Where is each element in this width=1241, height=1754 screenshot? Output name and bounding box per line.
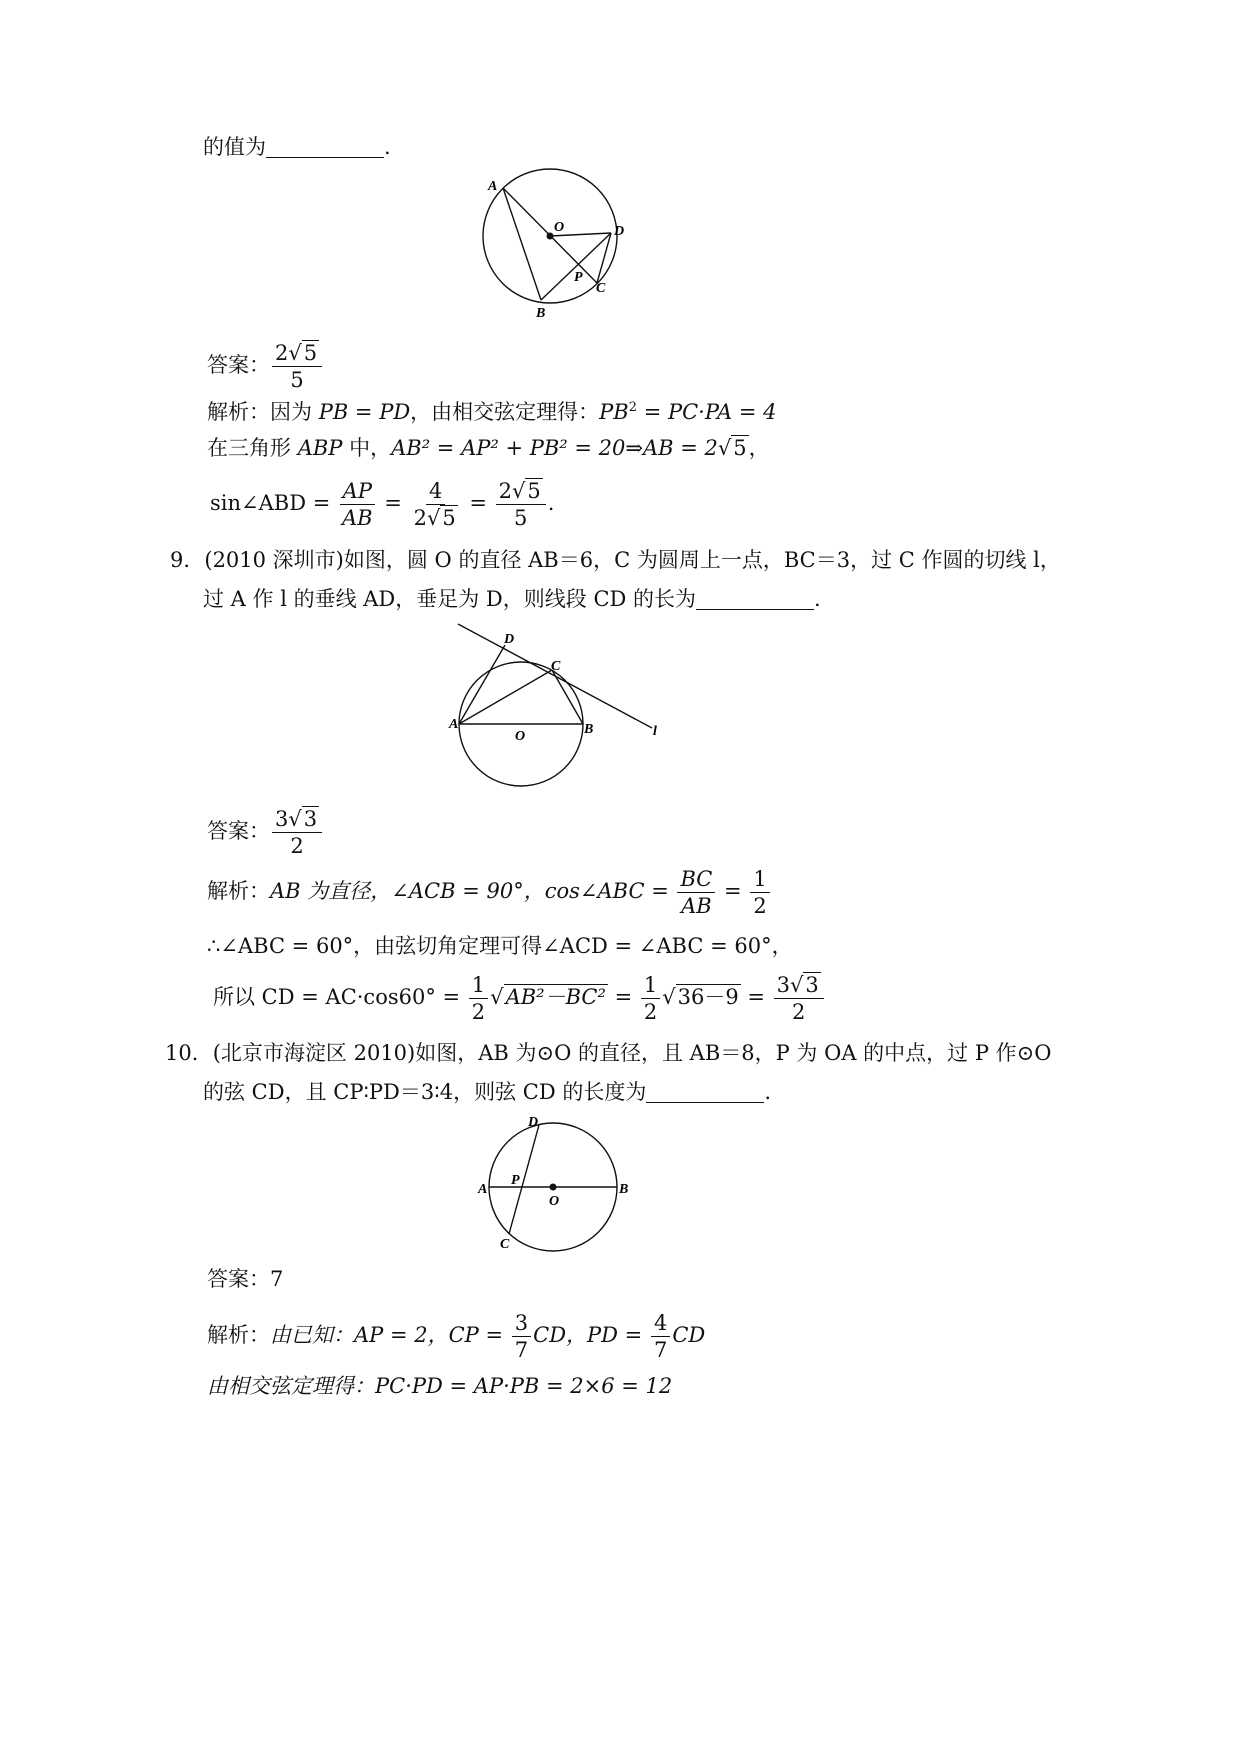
q8-solution-3: sin∠ABD = $\frac{AP}{AB}$ = $\frac{4}{2√5}$ = $\frac{2√5}{5}$ . — [210, 479, 555, 530]
figure-q8 — [470, 165, 650, 325]
label-d: D — [504, 632, 515, 647]
label-c: C — [596, 281, 606, 296]
question-8-tail: 的值为 . — [203, 135, 391, 159]
q9-line-1: 9．(2010 深圳市)如图，圆 O 的直径 AB＝6，C 为圆周上一点，BC＝3，过 C 作圆的切线 l， — [170, 548, 1061, 572]
label-p: P — [574, 270, 583, 285]
q10-solution-1: 解析：由已知：AP = 2，CP = $\frac{3}{7}$ CD，PD = $\frac{4}{7}$ CD — [207, 1311, 706, 1362]
label-p: P — [511, 1173, 520, 1188]
figure-q9 — [440, 615, 680, 795]
figure-q10 — [470, 1108, 640, 1258]
label-a: A — [478, 1182, 488, 1197]
label-d: D — [528, 1115, 539, 1130]
q10-line-2: 的弦 CD，且 CP∶PD＝3∶4，则弦 CD 的长度为 . — [203, 1080, 772, 1104]
label-o: O — [554, 220, 565, 235]
q8-answer: 答案： $\frac{2√5}{5}$ — [207, 340, 324, 393]
label-l: l — [653, 724, 657, 739]
label-c: C — [500, 1237, 510, 1252]
q10-answer: 答案：7 — [207, 1267, 284, 1291]
label-d: D — [614, 224, 625, 239]
q10-solution-2: 由相交弦定理得：PC·PD = AP·PB = 2×6 = 12 — [207, 1374, 673, 1398]
label-o: O — [515, 729, 526, 744]
q8-solution-2: 在三角形 ABP 中，AB² = AP² + PB² = 20⇒AB = 2√5， — [207, 436, 770, 460]
label-a: A — [449, 717, 459, 732]
label-b: B — [619, 1182, 629, 1197]
label-b: B — [584, 722, 594, 737]
q9-solution-3: 所以 CD = AC·cos60° = $\frac{1}{2}$ √AB²－BC² = $\frac{1}{2}$ √36－9 = $\frac{3√3}{2}$ — [213, 972, 826, 1025]
label-a: A — [488, 179, 498, 194]
q8-solution-1: 解析：因为 PB = PD，由相交弦定理得：$PB^2 = PC\cdot PA = 4$ — [207, 400, 777, 424]
label-o: O — [549, 1194, 560, 1209]
label-b: B — [536, 306, 546, 321]
q9-line-2: 过 A 作 l 的垂线 AD，垂足为 D，则线段 CD 的长为 . — [203, 587, 821, 611]
answer-blank — [266, 135, 384, 158]
answer-blank — [646, 1080, 764, 1103]
q9-solution-1: 解析：AB 为直径，∠ACB = 90°，cos∠ABC = $\frac{BC}{AB}$ = $\frac{1}{2}$ — [207, 866, 772, 919]
q9-answer: 答案： $\frac{3√3}{2}$ — [207, 806, 324, 859]
answer-blank — [696, 587, 814, 610]
label-c: C — [551, 659, 561, 674]
q9-solution-2: ∴∠ABC = 60°，由弦切角定理可得∠ACD = ∠ABC = 60°， — [207, 934, 793, 958]
q10-line-1: 10．(北京市海淀区 2010)如图，AB 为⊙O 的直径，且 AB＝8，P 为 OA 的中点，过 P 作⊙O — [165, 1041, 1052, 1065]
